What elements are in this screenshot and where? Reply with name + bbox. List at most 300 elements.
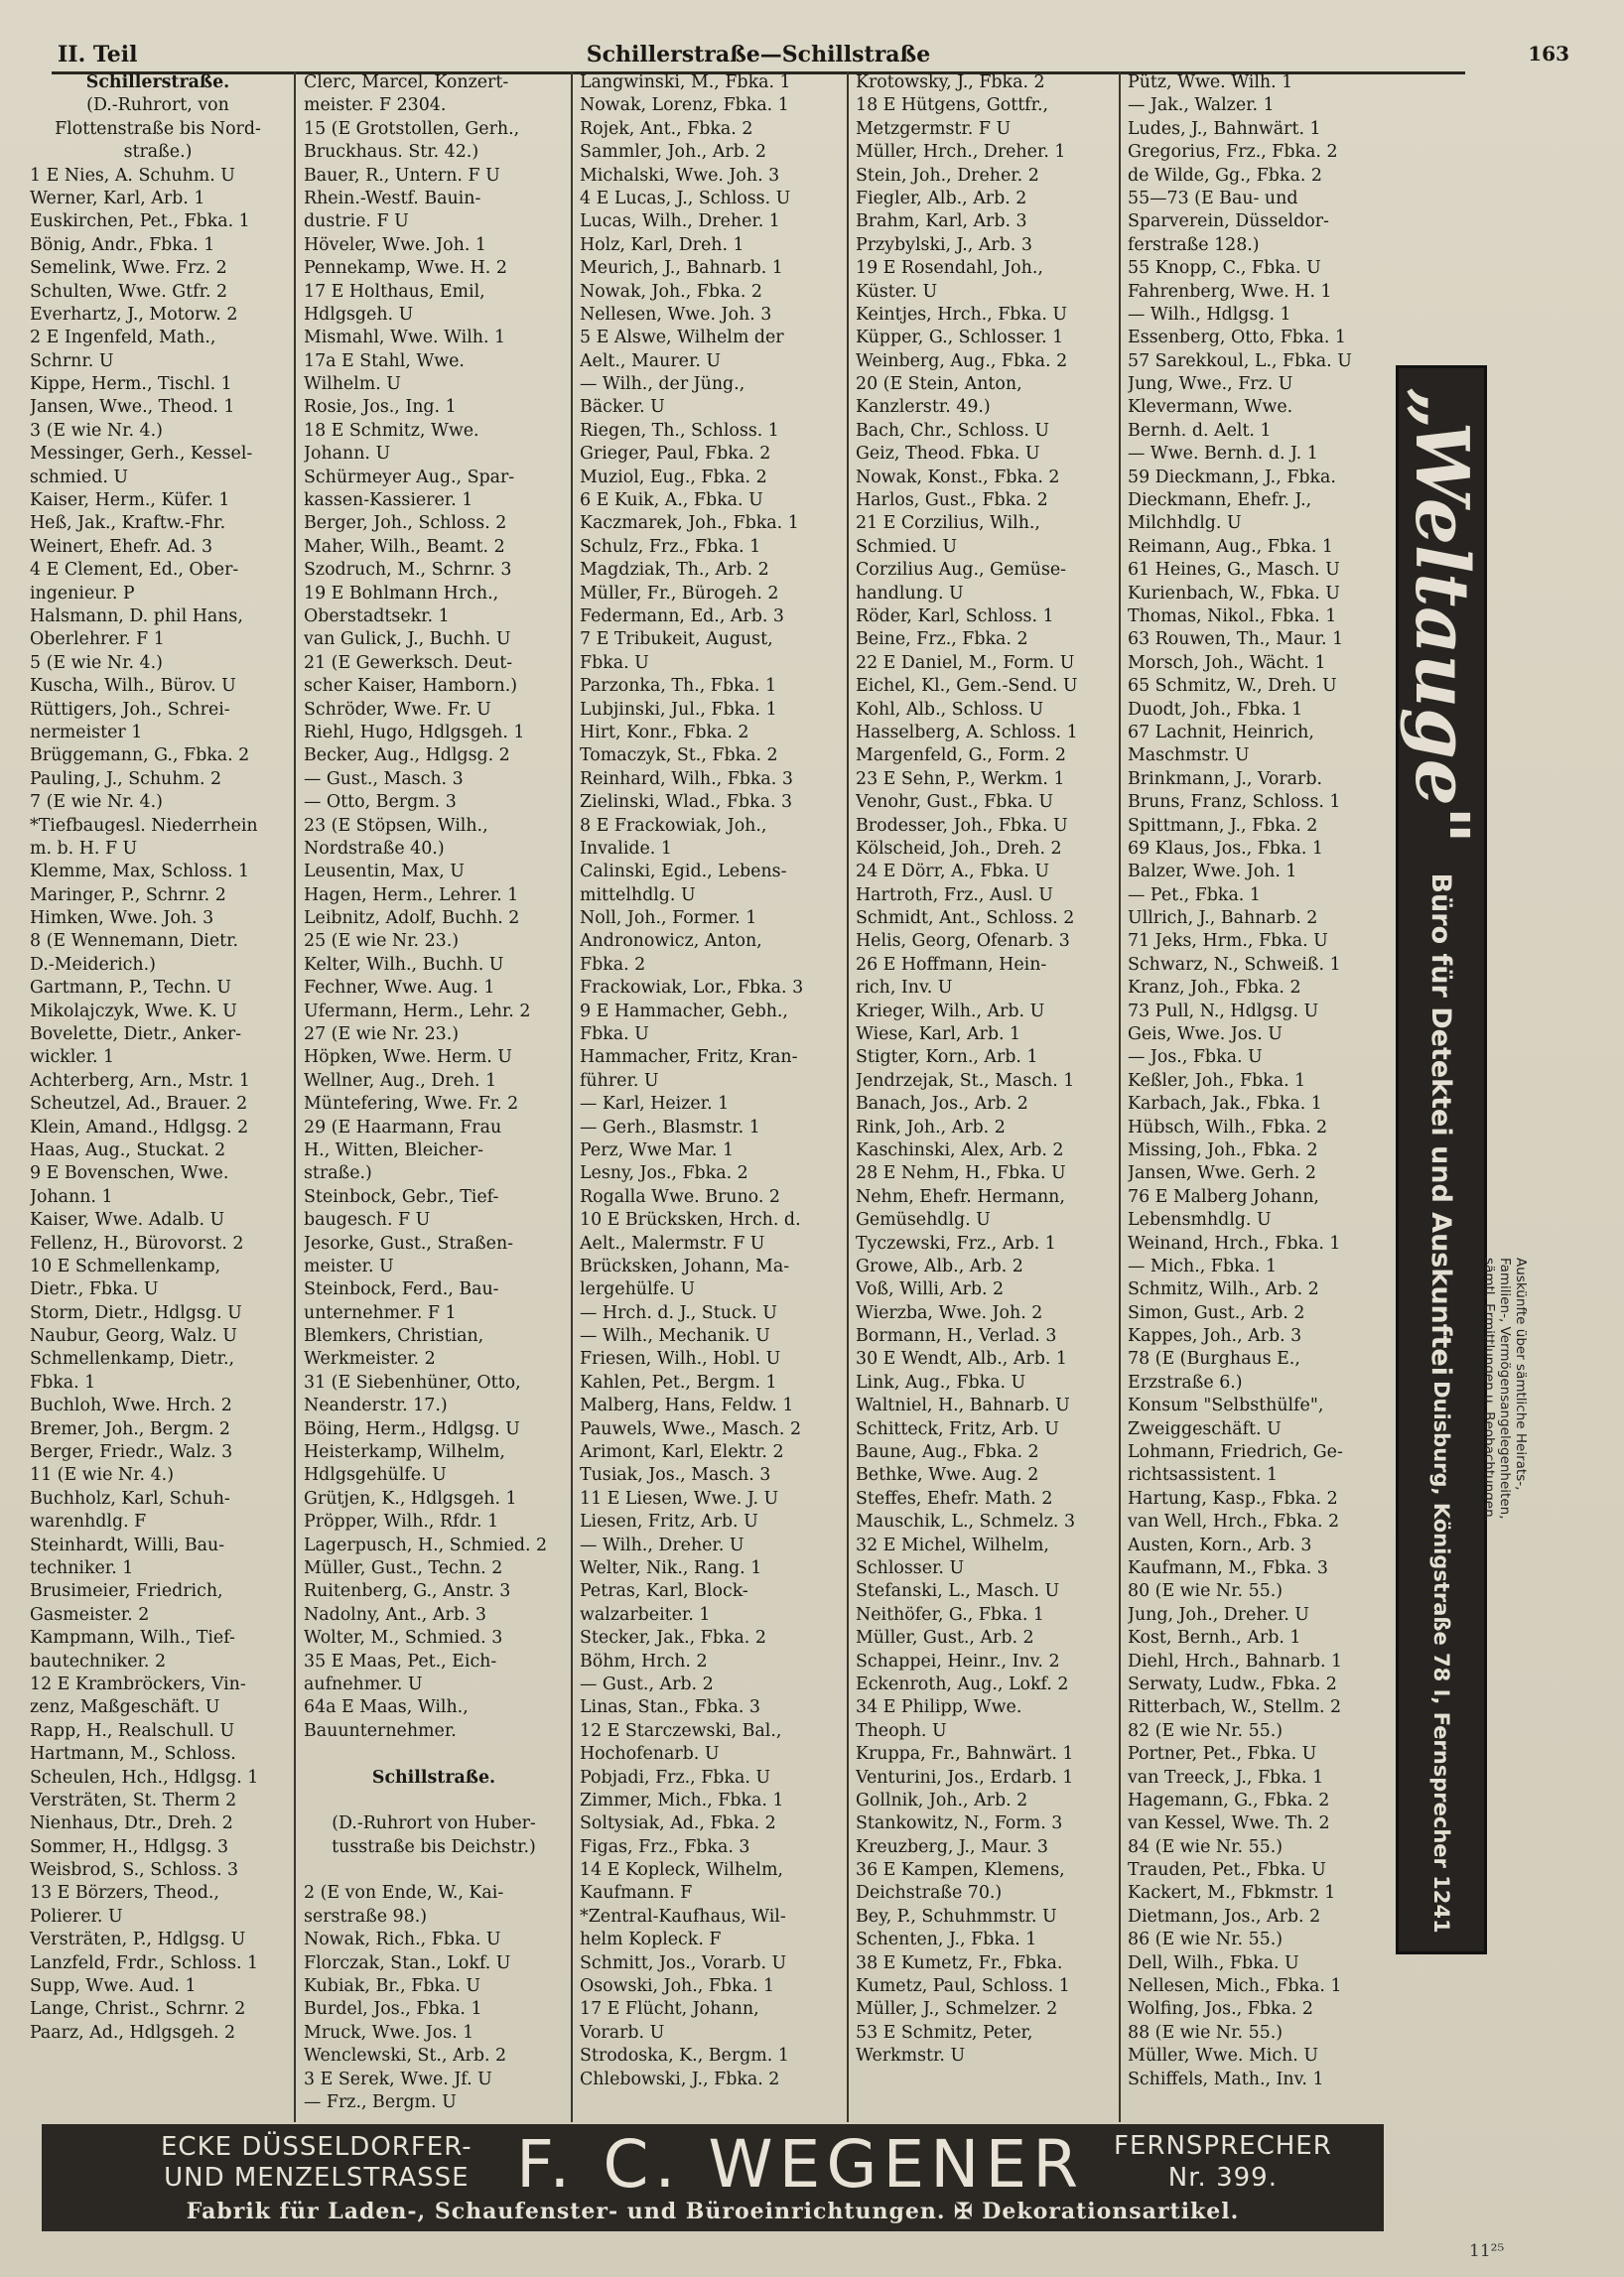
banner-company-name: F. C. WEGENER (516, 2126, 1085, 2203)
directory-entry: Kumetz, Paul, Schloss. 1 (856, 1976, 1070, 1997)
directory-entry: Voß, Willi, Arb. 2 (856, 1279, 1005, 1300)
directory-entry: Kuscha, Wilh., Bürov. U (30, 676, 236, 697)
column-3 (580, 71, 840, 2122)
directory-entry: Metzgermstr. F U (856, 118, 1012, 139)
directory-entry: 23 (E Stöpsen, Wilh., (304, 815, 488, 836)
directory-entry: Brahm, Karl, Arb. 3 (856, 211, 1027, 232)
directory-entry: Michalski, Wwe. Joh. 3 (580, 165, 780, 186)
directory-entry: 59 Dieckmann, J., Fbka. (1128, 467, 1336, 487)
directory-entry: walzarbeiter. 1 (580, 1604, 711, 1625)
directory-entry: Beine, Frz., Fbka. 2 (856, 629, 1028, 650)
directory-entry: — Wilh., Mechanik. U (580, 1326, 770, 1347)
directory-entry: 71 Jeks, Hrm., Fbka. U (1128, 931, 1328, 952)
directory-entry: Growe, Alb., Arb. 2 (856, 1256, 1023, 1276)
directory-entry: Grieger, Paul, Fbka. 2 (580, 444, 771, 465)
directory-entry: 10 E Schmellenkamp, (30, 1256, 221, 1276)
directory-entry: ingenieur. P (30, 583, 135, 603)
directory-entry: Dieckmann, Ehefr. J., (1128, 490, 1312, 511)
directory-entry: Rhein.-Westf. Bauin- (304, 188, 481, 208)
directory-entry: Fbka. U (580, 652, 649, 673)
directory-entry: Becker, Aug., Hdlgsg. 2 (304, 745, 510, 766)
directory-entry: Hartung, Kasp., Fbka. 2 (1128, 1488, 1338, 1509)
directory-entry: Achterberg, Arn., Mstr. 1 (30, 1070, 250, 1091)
directory-entry: Hasselberg, A. Schloss. 1 (856, 722, 1078, 742)
directory-entry: Wenclewski, St., Arb. 2 (304, 2046, 507, 2067)
directory-entry: 53 E Schmitz, Peter, (856, 2022, 1033, 2043)
directory-entry: Jendrzejak, St., Masch. 1 (856, 1070, 1075, 1091)
directory-entry: 22 E Daniel, M., Form. U (856, 652, 1075, 673)
directory-entry: 76 E Malberg Johann, (1128, 1186, 1319, 1207)
directory-entry: techniker. 1 (30, 1558, 134, 1578)
directory-entry: Schenten, J., Fbka. 1 (856, 1930, 1037, 1950)
directory-entry: Stecker, Jak., Fbka. 2 (580, 1628, 766, 1649)
directory-entry: Strodoska, K., Bergm. 1 (580, 2046, 789, 2067)
directory-entry: Leibnitz, Adolf, Buchh. 2 (304, 908, 520, 929)
directory-entry: Nellesen, Mich., Fbka. 1 (1128, 1976, 1342, 1997)
directory-entry: straße.) (304, 1163, 372, 1184)
directory-entry: Rojek, Ant., Fbka. 2 (580, 118, 753, 139)
directory-entry: Johann. 1 (30, 1186, 113, 1207)
directory-entry: Kanzlerstr. 49.) (856, 397, 991, 418)
directory-entry: 18 E Hütgens, Gottfr., (856, 95, 1049, 116)
directory-entry: Messinger, Gerh., Kessel- (30, 444, 253, 465)
directory-entry: Morsch, Joh., Wächt. 1 (1128, 652, 1326, 673)
directory-entry: Corzilius Aug., Gemüse- (856, 560, 1067, 581)
banner-address-2: UND MENZELSTRASSE (164, 2163, 470, 2193)
column-divider (294, 71, 296, 2122)
directory-entry: Röder, Karl, Schloss. 1 (856, 605, 1054, 626)
directory-entry: Kackert, M., Fbkmstr. 1 (1128, 1883, 1336, 1904)
directory-entry: Austen, Korn., Arb. 3 (1128, 1535, 1312, 1555)
directory-entry: van Gulick, J., Buchh. U (304, 629, 511, 650)
directory-entry: 35 E Maas, Pet., Eich- (304, 1651, 497, 1672)
directory-entry: Steinbock, Gebr., Tief- (304, 1186, 499, 1207)
directory-entry: Müller, Gust., Techn. 2 (304, 1558, 503, 1578)
directory-entry: Duodt, Joh., Fbka. 1 (1128, 699, 1303, 720)
directory-entry: Schmitt, Jos., Vorarb. U (580, 1952, 787, 1973)
directory-entry: Muziol, Eug., Fbka. 2 (580, 467, 767, 487)
directory-entry: Hammacher, Fritz, Kran- (580, 1047, 798, 1068)
directory-entry: 86 (E wie Nr. 55.) (1128, 1930, 1284, 1950)
banner-address-1: ECKE DÜSSELDORFER- (161, 2132, 473, 2162)
directory-entry: Maringer, P., Schrnr. 2 (30, 884, 226, 905)
directory-entry: Lange, Christ., Schrnr. 2 (30, 1999, 246, 2020)
directory-entry: 78 (E (Burghaus E., (1128, 1349, 1300, 1370)
directory-entry: Zweiggeschäft. U (1128, 1418, 1282, 1439)
directory-entry: Sammler, Joh., Arb. 2 (580, 142, 766, 163)
directory-entry: Supp, Wwe. Aud. 1 (30, 1976, 197, 1997)
directory-entry: Schmied. U (856, 536, 958, 557)
directory-entry: 4 E Clement, Ed., Ober- (30, 560, 239, 581)
directory-entry: Hartroth, Frz., Ausl. U (856, 884, 1053, 905)
directory-entry (304, 1859, 564, 1882)
directory-entry: 29 (E Haarmann, Frau (304, 1117, 502, 1138)
directory-entry: Schwarz, N., Schweiß. 1 (1128, 954, 1341, 975)
directory-entry: Schlosser. U (856, 1558, 965, 1578)
directory-entry: Przybylski, J., Arb. 3 (856, 234, 1032, 255)
directory-entry: Milchhdlg. U (1128, 513, 1242, 534)
directory-entry: Halsmann, D. phil Hans, (30, 605, 243, 626)
directory-entry: Klevermann, Wwe. (1128, 397, 1293, 418)
directory-entry: Chlebowski, J., Fbka. 2 (580, 2069, 780, 2089)
directory-entry: Pauwels, Wwe., Masch. 2 (580, 1418, 802, 1439)
directory-entry: Gregorius, Frz., Fbka. 2 (1128, 142, 1338, 163)
directory-entry: Jansen, Wwe. Gerh. 2 (1128, 1163, 1316, 1184)
directory-entry: Mismahl, Wwe. Wilh. 1 (304, 328, 506, 348)
directory-entry: Kreuzberg, J., Maur. 3 (856, 1836, 1048, 1857)
directory-entry: Lagerpusch, H., Schmied. 2 (304, 1535, 548, 1555)
directory-entry: Pennekamp, Wwe. H. 2 (304, 258, 507, 279)
directory-entry: Dietr., Fbka. U (30, 1279, 159, 1300)
directory-entry: 32 E Michel, Wilhelm, (856, 1535, 1049, 1555)
directory-entry: unternehmer. F 1 (304, 1302, 457, 1323)
directory-entry: 15 (E Grotstollen, Gerh., (304, 118, 520, 139)
directory-entry: führer. U (580, 1070, 659, 1091)
directory-entry: Erzstraße 6.) (1128, 1372, 1243, 1393)
directory-entry: Leusentin, Max, U (304, 862, 465, 882)
directory-entry: Linas, Stan., Fbka. 3 (580, 1697, 760, 1718)
directory-entry: 88 (E wie Nr. 55.) (1128, 2022, 1284, 2043)
directory-entry: Jesorke, Gust., Straßen- (304, 1233, 514, 1254)
directory-entry: Harlos, Gust., Fbka. 2 (856, 490, 1048, 511)
directory-entry: Keintjes, Hrch., Fbka. U (856, 304, 1068, 325)
directory-entry: helm Kopleck. F (580, 1930, 722, 1950)
directory-entry: Jung, Joh., Dreher. U (1128, 1604, 1309, 1625)
directory-entry: m. b. H. F U (30, 838, 138, 859)
directory-entry: Fiegler, Alb., Arb. 2 (856, 188, 1027, 208)
directory-entry: Bovelette, Dietr., Anker- (30, 1024, 242, 1045)
directory-entry: 64a E Maas, Wilh., (304, 1697, 469, 1718)
directory-entry: Sparverein, Düsseldor- (1128, 211, 1329, 232)
directory-entry: — Gust., Arb. 2 (580, 1674, 714, 1694)
directory-entry: Versträten, St. Therm 2 (30, 1790, 237, 1810)
directory-entry: Simon, Gust., Arb. 2 (1128, 1302, 1305, 1323)
directory-entry: Böing, Herm., Hdlgsg. U (304, 1418, 520, 1439)
directory-entry: Nowak, Konst., Fbka. 2 (856, 467, 1060, 487)
directory-entry: 11 (E wie Nr. 4.) (30, 1465, 174, 1486)
directory-entry: 30 E Wendt, Alb., Arb. 1 (856, 1349, 1067, 1370)
directory-entry: Pröpper, Wilh., Rfdr. 1 (304, 1512, 499, 1533)
directory-entry: handlung. U (856, 583, 964, 603)
directory-entry: Nowak, Lorenz, Fbka. 1 (580, 95, 789, 116)
directory-entry: Brüggemann, G., Fbka. 2 (30, 745, 250, 766)
directory-entry: — Mich., Fbka. 1 (1128, 1256, 1278, 1276)
banner-phone-label: FERNSPRECHER (1114, 2131, 1332, 2161)
directory-entry: ferstraße 128.) (1128, 234, 1260, 255)
directory-entry: Müller, Fr., Bürogeh. 2 (580, 583, 779, 603)
directory-entry: 65 Schmitz, W., Dreh. U (1128, 676, 1337, 697)
directory-entry: Magdziak, Th., Arb. 2 (580, 560, 769, 581)
directory-entry: — Jak., Walzer. 1 (1128, 95, 1275, 116)
directory-entry: Rogalla Wwe. Bruno. 2 (580, 1186, 780, 1207)
advert-line-1: Büro für Detektei und Auskunftei (1425, 871, 1457, 1376)
directory-entry: Tusiak, Jos., Masch. 3 (580, 1465, 771, 1486)
advert-small-2: Familien-, Vermögensangelegenheiten, (1497, 1258, 1513, 1520)
directory-entry: 31 (E Siebenhüner, Otto, (304, 1372, 521, 1393)
directory-entry: Kaiser, Herm., Küfer. 1 (30, 490, 230, 511)
directory-entry: 36 E Kampen, Klemens, (856, 1860, 1065, 1881)
directory-entry: mittelhdlg. U (580, 884, 696, 905)
banner-address (161, 2132, 473, 2194)
directory-entry: Fechner, Wwe. Aug. 1 (304, 978, 495, 999)
directory-entry: Dietmann, Jos., Arb. 2 (1128, 1906, 1321, 1927)
directory-entry: 63 Rouwen, Th., Maur. 1 (1128, 629, 1344, 650)
advert-small-3: sämtl. Ermittlungen u. Beobachtungen. (1481, 1258, 1497, 1522)
directory-entry: Kahlen, Pet., Bergm. 1 (580, 1372, 777, 1393)
directory-entry: 19 E Bohlmann Hrch., (304, 583, 499, 603)
directory-entry: *Tiefbaugesl. Niederrhein (30, 815, 258, 836)
directory-entry: tusstraße bis Deichstr.) (332, 1836, 536, 1857)
directory-entry: Höpken, Wwe. Herm. U (304, 1047, 512, 1068)
directory-entry: Nellesen, Wwe. Joh. 3 (580, 304, 772, 325)
advert-title: „Weltauge" (1399, 386, 1484, 844)
directory-entry: Steinhardt, Willi, Bau- (30, 1535, 225, 1555)
directory-entry: Link, Aug., Fbka. U (856, 1372, 1026, 1393)
advert-small-1: Auskünfte über sämtliche Heirats-, (1513, 1258, 1529, 1491)
directory-entry: Hochofenarb. U (580, 1744, 720, 1765)
directory-entry: Vorarb. U (580, 2022, 665, 2043)
directory-entry: Jung, Wwe., Frz. U (1128, 374, 1293, 395)
directory-entry: 38 E Kumetz, Fr., Fbka. (856, 1952, 1063, 1973)
directory-entry: Mruck, Wwe. Jos. 1 (304, 2022, 474, 2043)
directory-entry: meister. F 2304. (304, 95, 447, 116)
directory-entry: Zielinski, Wlad., Fbka. 3 (580, 792, 793, 813)
directory-entry: Deichstraße 70.) (856, 1883, 1003, 1904)
directory-entry: dustrie. F U (304, 211, 409, 232)
directory-entry: Bönig, Andr., Fbka. 1 (30, 234, 215, 255)
directory-entry: 13 E Börzers, Theod., (30, 1883, 219, 1904)
directory-entry: Noll, Joh., Former. 1 (580, 908, 757, 929)
directory-entry: Schröder, Wwe. Fr. U (304, 699, 491, 720)
directory-entry: Naubur, Georg, Walz. U (30, 1326, 237, 1347)
directory-entry: Burdel, Jos., Fbka. 1 (304, 1999, 482, 2020)
directory-entry: van Kessel, Wwe. Th. 2 (1128, 1813, 1330, 1834)
directory-entry (304, 1743, 564, 1766)
directory-entry: 25 (E wie Nr. 23.) (304, 931, 460, 952)
directory-entry: Krieger, Wilh., Arb. U (856, 1001, 1045, 1021)
directory-entry: Himken, Wwe. Joh. 3 (30, 908, 214, 929)
directory-entry: 2 E Ingenfeld, Math., (30, 328, 216, 348)
directory-entry: 14 E Kopleck, Wilhelm, (580, 1860, 783, 1881)
directory-entry: — Wwe. Bernh. d. J. 1 (1128, 444, 1318, 465)
directory-entry: Lohmann, Friedrich, Ge- (1128, 1442, 1343, 1463)
directory-entry: *Zentral-Kaufhaus, Wil- (580, 1906, 786, 1927)
directory-entry: 8 (E Wennemann, Dietr. (30, 931, 239, 952)
directory-entry: nermeister 1 (30, 722, 143, 742)
directory-entry: Kohl, Alb., Schloss. U (856, 699, 1044, 720)
directory-entry: — Hrch. d. J., Stuck. U (580, 1302, 777, 1323)
directory-entry: Kaiser, Wwe. Adalb. U (30, 1210, 225, 1231)
directory-entry: Spittmann, J., Fbka. 2 (1128, 815, 1318, 836)
directory-entry: Osowski, Joh., Fbka. 1 (580, 1976, 775, 1997)
directory-entry: Weisbrod, S., Schloss. 3 (30, 1860, 239, 1881)
directory-entry: Wiese, Karl, Arb. 1 (856, 1024, 1021, 1045)
directory-entry: Karbach, Jak., Fbka. 1 (1128, 1094, 1322, 1115)
directory-entry: 12 E Krambröckers, Vin- (30, 1674, 246, 1694)
directory-entry: Nordstraße 40.) (304, 838, 445, 859)
directory-entry: Müller, Wwe. Mich. U (1128, 2046, 1319, 2067)
directory-entry: serstraße 98.) (304, 1906, 428, 1927)
directory-entry: Petras, Karl, Block- (580, 1581, 748, 1602)
directory-entry: Hagemann, G., Fbka. 2 (1128, 1790, 1330, 1810)
directory-entry: Kruppa, Fr., Bahnwärt. 1 (856, 1744, 1074, 1765)
directory-entry: Schulz, Frz., Fbka. 1 (580, 536, 761, 557)
directory-entry: 11 E Liesen, Wwe. J. U (580, 1488, 779, 1509)
page-header (52, 42, 1569, 74)
directory-entry: Wilhelm. U (304, 374, 401, 395)
directory-entry: Calinski, Egid., Lebens- (580, 862, 787, 882)
directory-entry: Bauunternehmer. (304, 1720, 457, 1741)
directory-entry: Gollnik, Joh., Arb. 2 (856, 1790, 1028, 1810)
directory-entry: Blemkers, Christian, (304, 1326, 484, 1347)
directory-entry: Scheulen, Hch., Hdlgsg. 1 (30, 1767, 259, 1788)
directory-entry: Eckenroth, Aug., Lokf. 2 (856, 1674, 1069, 1694)
directory-entry: 19 E Rosendahl, Joh., (856, 258, 1043, 279)
directory-entry: Stefanski, L., Masch. U (856, 1581, 1060, 1602)
directory-entry: bautechniker. 2 (30, 1651, 167, 1672)
directory-entry: Brücksken, Johann, Ma- (580, 1256, 790, 1276)
banner-phone-number: Nr. 399. (1167, 2163, 1278, 2193)
directory-entry: Kampmann, Wilh., Tief- (30, 1628, 235, 1649)
directory-entry: D.-Meiderich.) (30, 954, 156, 975)
directory-entry: 2 (E von Ende, W., Kai- (304, 1883, 504, 1904)
directory-entry: — Wilh., der Jüng., (580, 374, 745, 395)
directory-entry: Fellenz, H., Bürovorst. 2 (30, 1233, 244, 1254)
directory-entry: Lesny, Jos., Fbka. 2 (580, 1163, 748, 1184)
directory-entry: Szodruch, M., Schrnr. 3 (304, 560, 512, 581)
directory-entry: Bremer, Joh., Bergm. 2 (30, 1418, 230, 1439)
directory-entry: Hdlgsgehülfe. U (304, 1465, 447, 1486)
directory-entry: Fbka. 1 (30, 1372, 96, 1393)
directory-entry: Böhm, Hrch. 2 (580, 1651, 708, 1672)
directory-entry: 21 E Corzilius, Wilh., (856, 513, 1040, 534)
directory-entry: 1 E Nies, A. Schuhm. U (30, 165, 235, 186)
directory-entry: 17 E Holthaus, Emil, (304, 281, 485, 302)
directory-entry: kassen-Kassierer. 1 (304, 490, 474, 511)
directory-entry: Steffes, Ehefr. Math. 2 (856, 1488, 1053, 1509)
directory-entry: warenhdlg. F (30, 1512, 147, 1533)
column-divider (1119, 71, 1121, 2122)
directory-entry: 82 (E wie Nr. 55.) (1128, 1720, 1284, 1741)
directory-entry: Bauer, R., Untern. F U (304, 165, 500, 186)
directory-entry: Wolter, M., Schmied. 3 (304, 1628, 503, 1649)
directory-entry: Reimann, Aug., Fbka. 1 (1128, 536, 1333, 557)
directory-entry: Kippe, Herm., Tischl. 1 (30, 374, 232, 395)
directory-entry: — Karl, Heizer. 1 (580, 1094, 730, 1115)
directory-entry: Liesen, Fritz, Arb. U (580, 1512, 758, 1533)
directory-entry: 12 E Starczewski, Bal., (580, 1720, 782, 1741)
directory-entry: van Treeck, J., Fbka. 1 (1128, 1767, 1324, 1788)
directory-entry: Kölscheid, Joh., Dreh. 2 (856, 838, 1062, 859)
directory-entry: Oberstadtsekr. 1 (304, 605, 450, 626)
directory-entry: aufnehmer. U (304, 1674, 423, 1694)
directory-entry: Oberlehrer. F 1 (30, 629, 165, 650)
directory-entry: Hirt, Konr., Fbka. 2 (580, 722, 749, 742)
directory-entry: 5 (E wie Nr. 4.) (30, 652, 163, 673)
directory-entry (304, 1790, 564, 1812)
directory-entry: schmied. U (30, 467, 129, 487)
directory-entry: — Otto, Bergm. 3 (304, 792, 457, 813)
directory-entry: rich, Inv. U (856, 978, 953, 999)
directory-entry: 5 E Alswe, Wilhelm der (580, 328, 784, 348)
directory-entry: — Gerh., Blasmstr. 1 (580, 1117, 760, 1138)
directory-entry: 57 Sarekkoul, L., Fbka. U (1128, 350, 1352, 371)
directory-entry: 23 E Sehn, P., Werkm. 1 (856, 768, 1065, 789)
directory-entry: 67 Lachnit, Heinrich, (1128, 722, 1314, 742)
directory-entry: Berger, Joh., Schloss. 2 (304, 513, 507, 534)
directory-entry: (D.-Ruhrort von Huber- (332, 1813, 536, 1834)
directory-entry: Neithöfer, G., Fbka. 1 (856, 1604, 1044, 1625)
directory-entry: Portner, Pet., Fbka. U (1128, 1744, 1317, 1765)
directory-entry: 26 E Hoffmann, Hein- (856, 954, 1047, 975)
directory-entry: 73 Pull, N., Hdlgsg. U (1128, 1001, 1319, 1021)
directory-entry: Stigter, Korn., Arb. 1 (856, 1047, 1038, 1068)
directory-entry: Gemüsehdlg. U (856, 1210, 991, 1231)
directory-entry: Riegen, Th., Schloss. 1 (580, 420, 779, 441)
directory-entry: Kaufmann, M., Fbka. 3 (1128, 1558, 1328, 1578)
directory-entry: Ullrich, J., Bahnarb. 2 (1128, 908, 1318, 929)
directory-entry: 9 E Bovenschen, Wwe. (30, 1163, 229, 1184)
directory-entry: 8 E Frackowiak, Joh., (580, 815, 767, 836)
directory-entry: Theoph. U (856, 1720, 947, 1741)
directory-entry: Mauschik, L., Schmelz. 3 (856, 1512, 1076, 1533)
directory-entry: meister. U (304, 1256, 394, 1276)
directory-entry: Klemme, Max, Schloss. 1 (30, 862, 250, 882)
directory-entry: Nienhaus, Dtr., Dreh. 2 (30, 1813, 233, 1834)
wegener-advert-banner (42, 2124, 1384, 2231)
directory-entry: Diehl, Hrch., Bahnarb. 1 (1128, 1651, 1343, 1672)
directory-entry: 3 E Serek, Wwe. Jf. U (304, 2069, 492, 2089)
advert-line-2: Duisburg, Königstraße 78 I, Fernsprecher 1241 (1429, 1380, 1453, 1934)
directory-entry: Brinkmann, J., Vorarb. (1128, 768, 1322, 789)
directory-entry: Paarz, Ad., Hdlgsgeh. 2 (30, 2022, 236, 2043)
directory-entry: Trauden, Pet., Fbka. U (1128, 1860, 1326, 1881)
directory-entry: Werkmeister. 2 (304, 1349, 436, 1370)
directory-entry: Brusimeier, Friedrich, (30, 1581, 223, 1602)
directory-entry: Langwinski, M., Fbka. 1 (580, 72, 791, 92)
directory-entry: 28 E Nehm, H., Fbka. U (856, 1163, 1066, 1184)
column-2 (304, 71, 564, 2122)
directory-entry: richtsassistent. 1 (1128, 1465, 1279, 1486)
directory-entry: Konsum "Selbsthülfe", (1128, 1396, 1324, 1416)
directory-entry: Rink, Joh., Arb. 2 (856, 1117, 1006, 1138)
directory-entry: 18 E Schmitz, Wwe. (304, 420, 479, 441)
directory-entry: Schmidt, Ant., Schloss. 2 (856, 908, 1075, 929)
directory-entry: 61 Heines, G., Masch. U (1128, 560, 1340, 581)
directory-entry: Missing, Joh., Fbka. 2 (1128, 1139, 1318, 1160)
directory-entry: 21 (E Gewerksch. Deut- (304, 652, 513, 673)
directory-entry: Figas, Frz., Fbka. 3 (580, 1836, 750, 1857)
directory-entry: Hartmann, M., Schloss. (30, 1744, 236, 1765)
directory-entry: Wellner, Aug., Dreh. 1 (304, 1070, 497, 1091)
directory-entry: 55 Knopp, C., Fbka. U (1128, 258, 1321, 279)
directory-entry: — Gust., Masch. 3 (304, 768, 464, 789)
directory-entry: Essenberg, Otto, Fbka. 1 (1128, 328, 1346, 348)
directory-entry: Lucas, Wilh., Dreher. 1 (580, 211, 780, 232)
directory-entry: Lubjinski, Jul., Fbka. 1 (580, 699, 777, 720)
directory-entry: Sommer, H., Hdlgsg. 3 (30, 1836, 229, 1857)
directory-entry: Parzonka, Th., Fbka. 1 (580, 676, 777, 697)
directory-entry: Clerc, Marcel, Konzert- (304, 72, 509, 92)
directory-entry: Steinbock, Ferd., Bau- (304, 1279, 499, 1300)
directory-entry: Stankowitz, N., Form. 3 (856, 1813, 1063, 1834)
banner-slogan: Fabrik für Laden-, Schaufenster- und Büroeinrichtungen. ✠ Dekorationsartikel. (186, 2199, 1240, 2224)
directory-entry: Malberg, Hans, Feldw. 1 (580, 1396, 794, 1416)
directory-entry: Balzer, Wwe. Joh. 1 (1128, 862, 1297, 882)
directory-entry: Höveler, Wwe. Joh. 1 (304, 234, 486, 255)
directory-entry: Kaschinski, Alex, Arb. 2 (856, 1139, 1064, 1160)
directory-entry: — Frz., Bergm. U (304, 2091, 457, 2112)
